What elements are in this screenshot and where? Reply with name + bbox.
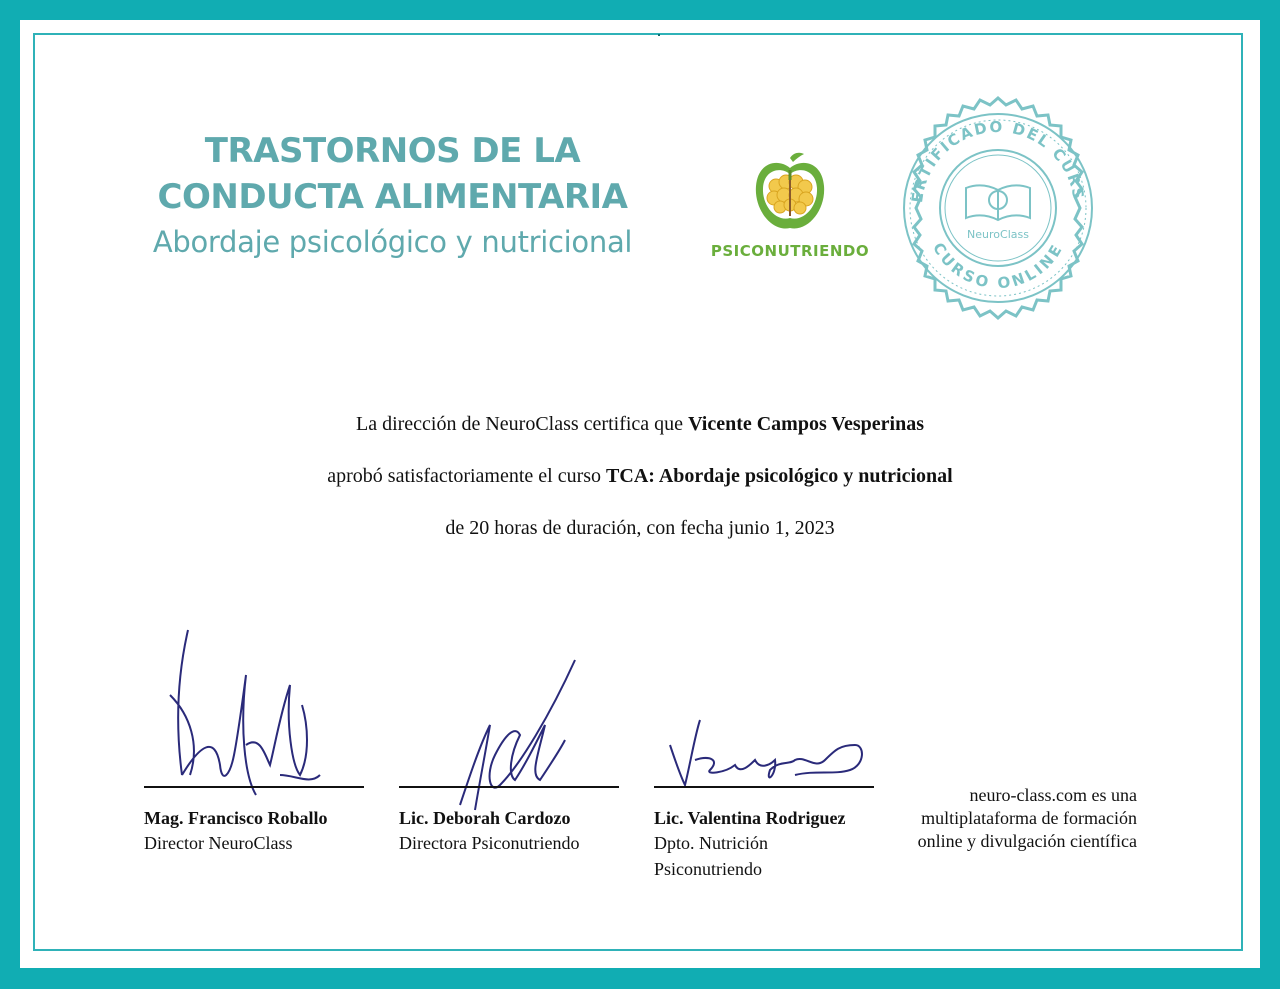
seal-center-label: NeuroClass [967, 228, 1029, 241]
title-line-2: CONDUCTA ALIMENTARIA [157, 177, 628, 217]
psiconutriendo-logo [700, 150, 880, 260]
signature-rodriguez [665, 715, 875, 795]
title-line-1: TRASTORNOS DE LA [204, 131, 581, 171]
footer-note-line-1: neuro-class.com es una [969, 785, 1137, 805]
seal-badge-icon [882, 92, 1114, 324]
apple-brain-icon [750, 150, 830, 236]
top-dot [658, 34, 660, 36]
signature-line [144, 786, 364, 788]
signatory-role: Directora Psiconutriendo [399, 833, 580, 853]
footer-note [880, 784, 1137, 853]
cert-line-1 [0, 398, 1280, 450]
signatory-role-2: Psiconutriendo [654, 859, 762, 879]
signatory-role: Director NeuroClass [144, 833, 293, 853]
student-name: Vicente Campos Vesperinas [688, 413, 924, 435]
course-subtitle: Abordaje psicológico y nutricional [152, 225, 633, 259]
course-title [120, 128, 665, 264]
signatory-role: Dpto. Nutrición [654, 833, 768, 853]
svg-text:CERTIFICADO DEL CURSO [882, 92, 1088, 204]
certificate-text [0, 398, 1280, 554]
cert-line-3: de 20 horas de duración, con fecha junio 1, 2023 [445, 517, 835, 539]
signatory-2 [399, 786, 619, 856]
seal-bottom-text: CURSO ONLINE [929, 239, 1067, 293]
cert-line-2 [0, 450, 1280, 502]
cert-line-1-prefix: La dirección de NeuroClass certifica que [355, 413, 684, 435]
footer-note-line-3: online y divulgación científica [917, 831, 1137, 851]
cert-line-2-prefix: aprobó satisfactoriamente el curso [327, 465, 602, 487]
signatory-3 [654, 786, 874, 882]
seal-top-text: ERTIFICADO DEL CURS [908, 117, 1088, 204]
footer-note-line-2: multiplataforma de formación [921, 808, 1137, 828]
signature-line [399, 786, 619, 788]
signatory-name: Mag. Francisco Roballo [144, 808, 328, 828]
certificate-seal [882, 92, 1114, 324]
signatory-1 [144, 786, 364, 856]
signature-line [654, 786, 874, 788]
signatory-name: Lic. Deborah Cardozo [399, 808, 571, 828]
course-name: TCA: Abordaje psicológico y nutricional [606, 465, 953, 487]
signatory-name: Lic. Valentina Rodriguez [654, 808, 846, 828]
brand-name: PSICONUTRIENDO [710, 242, 870, 260]
